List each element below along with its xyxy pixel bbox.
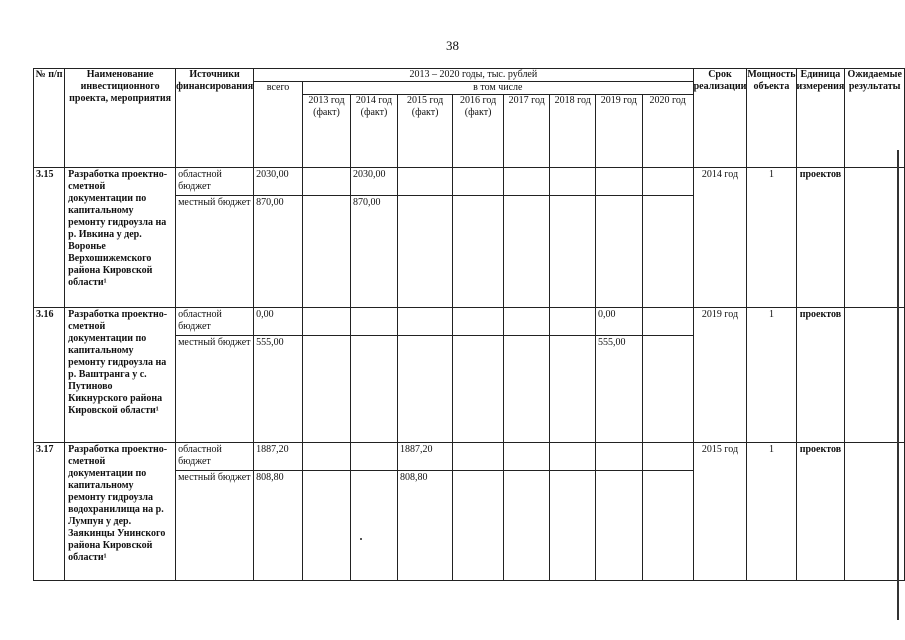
header-including: в том числе: [302, 82, 693, 95]
row-term: 2015 год: [693, 443, 747, 581]
header-2014: 2014 год (факт): [350, 95, 397, 168]
header-2016: 2016 год (факт): [453, 95, 504, 168]
row-unit: проектов: [796, 443, 845, 581]
table-row: [34, 168, 905, 196]
row-num: 3.16: [34, 308, 65, 443]
header-num: № п/п: [34, 69, 65, 168]
header-2020: 2020 год: [642, 95, 693, 168]
row-value-2015: 808,80: [398, 471, 453, 581]
row-value-2014: 870,00: [350, 196, 397, 308]
header-2019: 2019 год: [595, 95, 642, 168]
header-term: Срок реализации: [693, 69, 747, 168]
header-period: 2013 – 2020 годы, тыс. рублей: [254, 69, 693, 82]
row-total: 870,00: [254, 196, 303, 308]
row-name: Разработка проектно-сметной документации по капитальному ремонту гидроузла на р. Ваштранга у с. Путиново Кикнурского района Кировской области¹: [65, 308, 176, 443]
header-capacity: Мощность объекта: [747, 69, 796, 168]
table-row: [34, 308, 905, 336]
row-term: 2019 год: [693, 308, 747, 443]
investment-table: [33, 68, 905, 581]
page-number: 38: [446, 38, 459, 53]
row-num: 3.17: [34, 443, 65, 581]
scan-edge-line: [897, 150, 899, 620]
header-2017: 2017 год: [503, 95, 549, 168]
row-name: Разработка проектно-сметной документации по капитальному ремонту гидроузла водохранилища на р. Лумпун у дер. Заякинцы Унинского района Кировской области¹: [65, 443, 176, 581]
row-capacity: 1: [747, 443, 796, 581]
header-2013: 2013 год (факт): [302, 95, 350, 168]
row-capacity: 1: [747, 168, 796, 308]
row-value-2015: 1887,20: [398, 443, 453, 471]
scan-speck: [360, 538, 362, 540]
row-unit: проектов: [796, 168, 845, 308]
row-source: местный бюджет: [176, 196, 254, 308]
row-term: 2014 год: [693, 168, 747, 308]
header-2015: 2015 год (факт): [398, 95, 453, 168]
row-num: 3.15: [34, 168, 65, 308]
row-total: 555,00: [254, 336, 303, 443]
row-total: 0,00: [254, 308, 303, 336]
row-total: 1887,20: [254, 443, 303, 471]
header-unit: Единица измерения: [796, 69, 845, 168]
row-total: 808,80: [254, 471, 303, 581]
row-capacity: 1: [747, 308, 796, 443]
header-source: Источники финансирования: [176, 69, 254, 168]
row-source: областной бюджет: [176, 168, 254, 196]
row-total: 2030,00: [254, 168, 303, 196]
header-name: Наименование инвестиционного проекта, мероприятия: [65, 69, 176, 168]
row-value-2014: 2030,00: [350, 168, 397, 196]
row-source: областной бюджет: [176, 308, 254, 336]
row-name: Разработка проектно-сметной документации по капитальному ремонту гидроузла на р. Ивкина у дер. Воронье Верхошижемского района Кировской области¹: [65, 168, 176, 308]
row-value-2019: 0,00: [595, 308, 642, 336]
table-row: [34, 443, 905, 471]
row-value-2019: 555,00: [595, 336, 642, 443]
row-source: областной бюджет: [176, 443, 254, 471]
row-unit: проектов: [796, 308, 845, 443]
header-2018: 2018 год: [550, 95, 596, 168]
header-total: всего: [254, 82, 303, 168]
header-results: Ожидаемые результаты: [845, 69, 905, 168]
row-source: местный бюджет: [176, 471, 254, 581]
row-source: местный бюджет: [176, 336, 254, 443]
